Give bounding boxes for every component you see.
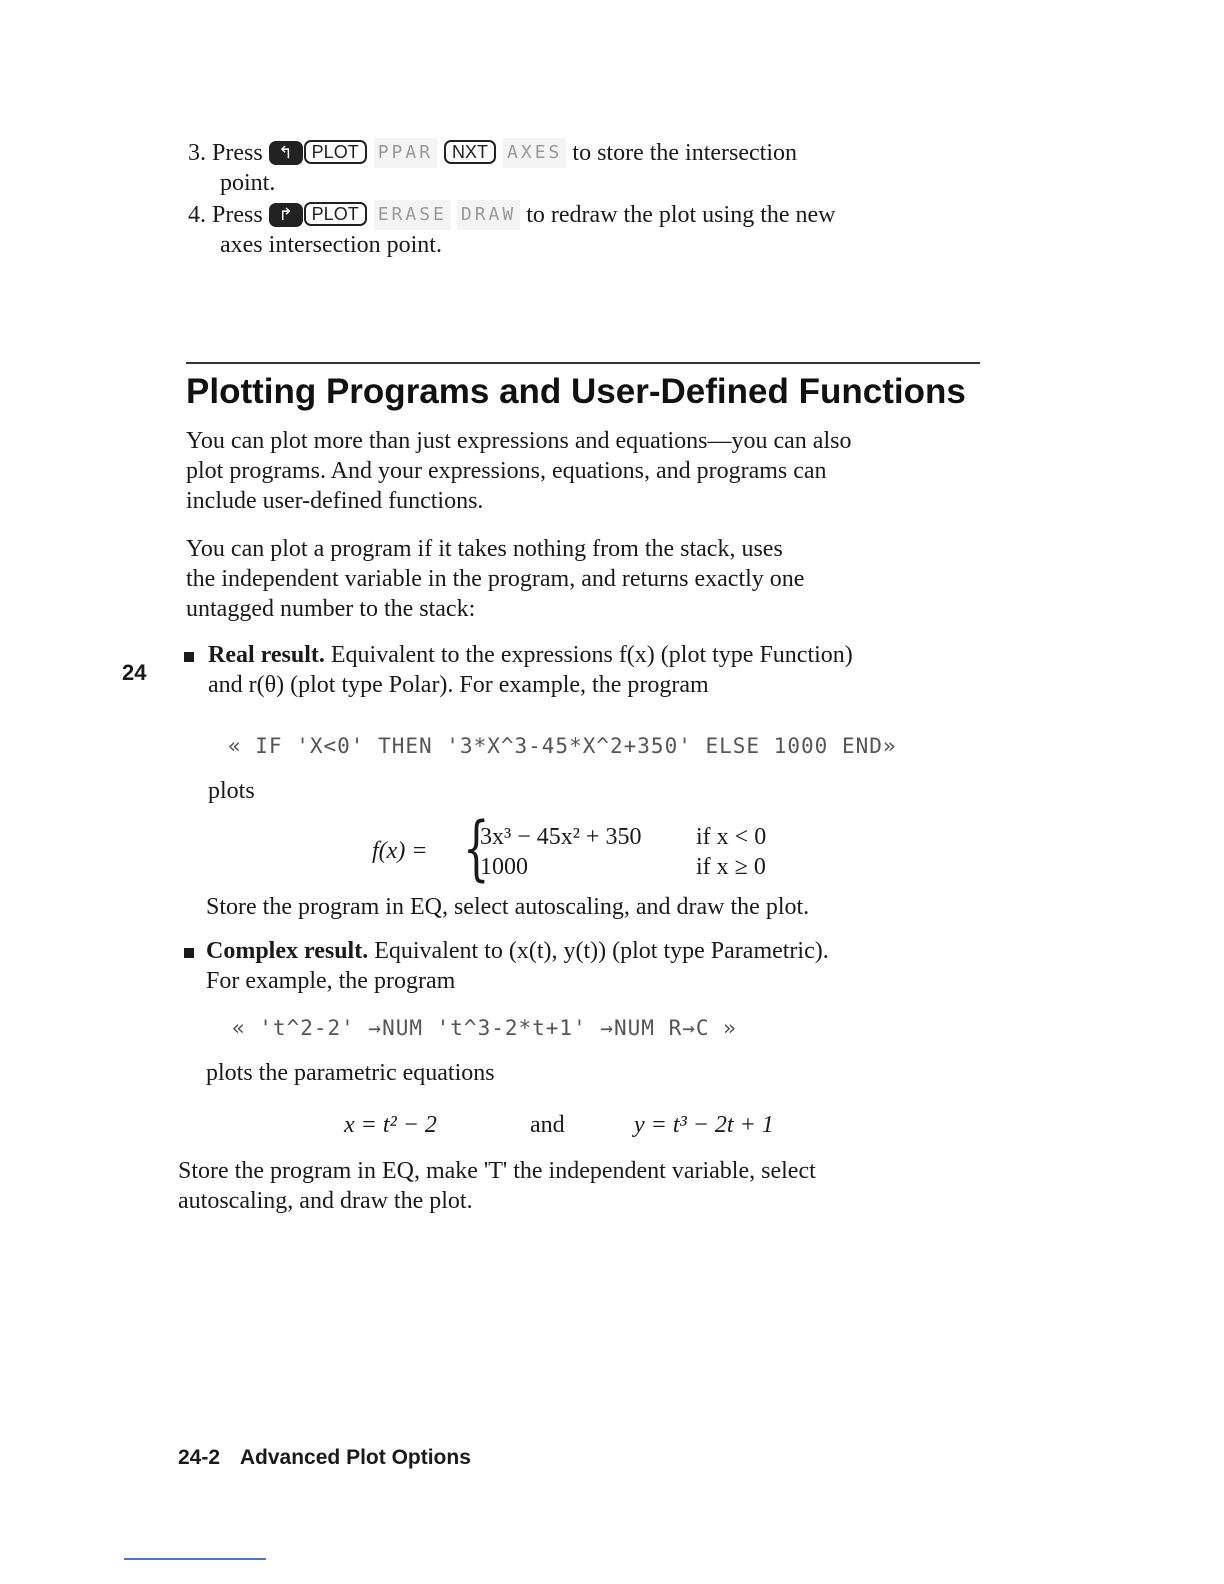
step-3 [188, 138, 797, 168]
step-number: 4. [188, 202, 206, 228]
bullet-text-line2: For example, the program [206, 968, 456, 994]
paragraph-line: You can plot a program if it takes nothing from the stack, uses [186, 536, 783, 562]
bullet-label: Complex result. [206, 938, 369, 964]
bullet-complex-result [206, 936, 829, 996]
case-2-condition: if x ≥ 0 [696, 854, 766, 880]
step-number: 3. [188, 140, 206, 166]
section-divider [186, 362, 980, 364]
paragraph-line: untagged number to the stack: [186, 596, 476, 622]
section-title: Plotting Programs and User-Defined Functions [186, 372, 966, 411]
bullet-label: Real result. [208, 642, 325, 668]
bottom-mark [124, 1558, 266, 1560]
closing-paragraph [178, 1156, 816, 1216]
paragraph-line: Store the program in EQ, make 'T' the independent variable, select [178, 1158, 816, 1184]
step-3-continuation: point. [220, 170, 276, 196]
equation-y: y = t³ − 2t + 1 [634, 1112, 774, 1138]
chapter-tab: 24 [122, 660, 147, 685]
paragraph-1 [186, 426, 851, 516]
equation-lhs: f(x) = [372, 838, 428, 864]
code-complex-program: « 't^2-2' →NUM 't^3-2*t+1' →NUM R→C » [232, 1016, 737, 1040]
right-shift-key-icon: ↱ [269, 203, 303, 227]
softkey-ppar: PPAR [374, 138, 437, 168]
plot-key: PLOT [304, 140, 367, 164]
plots-parametric-label: plots the parametric equations [206, 1060, 495, 1086]
paragraph-line: You can plot more than just expressions and equations—you can also [186, 428, 852, 454]
code-real-program: « IF 'X<0' THEN '3*X^3-45*X^2+350' ELSE 1000 END» [228, 734, 897, 758]
step-text: to redraw the plot using the new [526, 202, 836, 228]
plot-key: PLOT [304, 202, 367, 226]
store-instruction: Store the program in EQ, select autoscaling, and draw the plot. [206, 894, 810, 920]
bullet-text: Equivalent to (x(t), y(t)) (plot type Parametric). [374, 938, 829, 964]
step-text: to store the intersection [572, 140, 798, 166]
case-1-condition: if x < 0 [696, 824, 767, 850]
page-footer [178, 1446, 471, 1470]
bullet-icon [184, 948, 194, 958]
plots-label: plots [208, 778, 255, 804]
case-1-expression: 3x³ − 45x² + 350 [480, 824, 642, 850]
step-4 [188, 200, 836, 230]
bullet-icon [184, 652, 194, 662]
step-press: Press [212, 202, 263, 228]
paragraph-line: plot programs. And your expressions, equations, and programs can [186, 458, 827, 484]
bullet-text-line2: and r(θ) (plot type Polar). For example, the program [208, 672, 709, 698]
left-brace-icon: { [462, 807, 490, 889]
left-shift-key-icon: ↰ [269, 141, 303, 165]
paragraph-line: autoscaling, and draw the plot. [178, 1188, 473, 1214]
paragraph-line: the independent variable in the program, and returns exactly one [186, 566, 805, 592]
chapter-title: Advanced Plot Options [239, 1446, 471, 1469]
equation-x: x = t² − 2 [344, 1112, 437, 1138]
softkey-draw: DRAW [457, 200, 520, 230]
page-number: 24-2 [178, 1446, 221, 1469]
softkey-erase: ERASE [374, 200, 451, 230]
softkey-axes: AXES [503, 138, 566, 168]
bullet-text: Equivalent to the expressions f(x) (plot type Function) [330, 642, 853, 668]
nxt-key: NXT [444, 140, 496, 164]
step-4-continuation: axes intersection point. [220, 232, 442, 258]
bullet-real-result [208, 640, 853, 700]
step-press: Press [212, 140, 263, 166]
paragraph-line: include user-defined functions. [186, 488, 484, 514]
paragraph-2 [186, 534, 804, 624]
case-2-expression: 1000 [480, 854, 528, 880]
equation-and: and [530, 1112, 565, 1138]
